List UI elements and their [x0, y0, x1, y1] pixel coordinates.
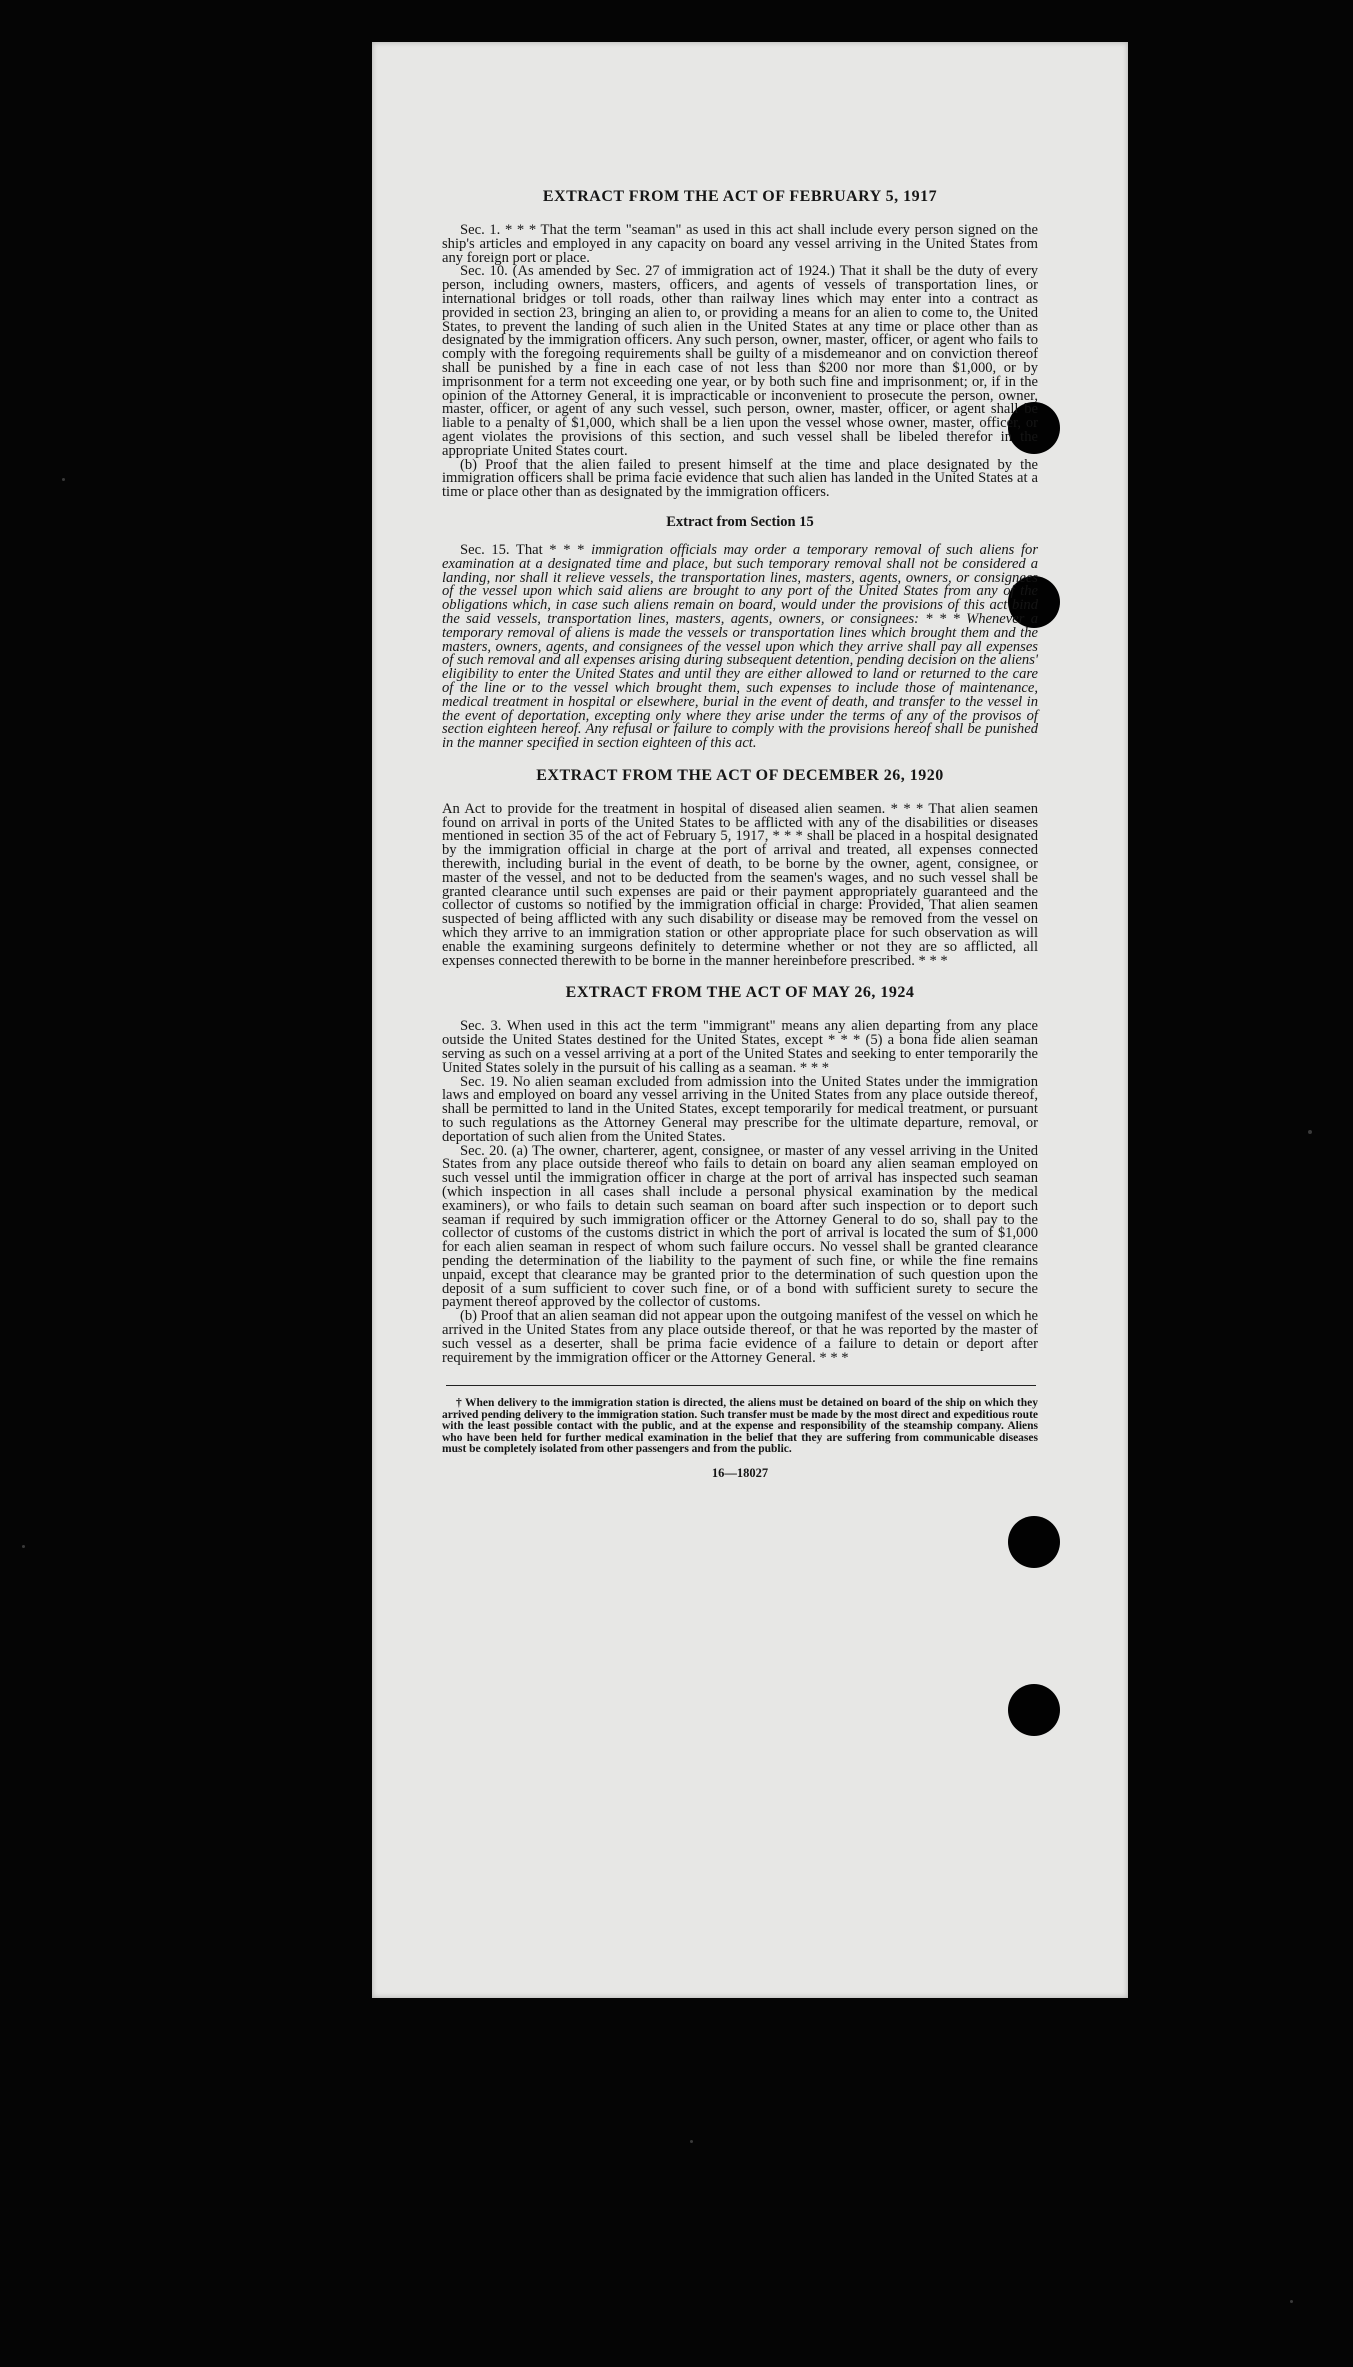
document-body: [442, 188, 1038, 1481]
section-heading: EXTRACT FROM THE ACT OF MAY 26, 1924: [565, 984, 915, 1002]
section-heading: EXTRACT FROM THE ACT OF DECEMBER 26, 1920: [536, 766, 944, 784]
punch-hole: [1008, 1684, 1060, 1736]
background-speck: [1308, 1130, 1312, 1134]
paragraph: Sec. 1. * * * That the term "seaman" as used in this act shall include every person signed on the ship's articles and employed in any capacity on board any vessel arriving in the United States from any foreign port or place.: [442, 222, 1038, 266]
paragraph: (b) Proof that an alien seaman did not appear upon the outgoing manifest of the vessel on which he arrived in the United States from any place outside thereof, or that he was reported by the master of such vessel as a deserter, shall be prima facie evidence of a failure to detain or deport after requirement by the immigration officer or the Attorney General. * * *: [442, 1308, 1038, 1366]
paragraph: Sec. 19. No alien seaman excluded from admission into the United States under the immigration laws and employed on board any vessel arriving in the United States from any place outside thereof, shall be permitted to land in the United States, except temporarily for medical treatment, or pursuant to such regulations as the Attorney General may prescribe for the ultimate departure, removal, or deportation of such alien from the United States.: [442, 1073, 1038, 1145]
paragraph: An Act to provide for the treatment in hospital of diseased alien seamen. * * * That alien seamen found on arrival in ports of the United States to be afflicted with any of the disabilities or diseases mentioned in section 35 of the act of February 5, 1917, * * * shall be placed in a hospital designated by the immigration official in charge at the port of arrival and treated, all expenses connected therewith, including burial in the event of death, to be borne by the owner, agent, consignee, or master of the vessel, and not to be deducted from the seamen's wages, and no such vessel shall be granted clearance until such expenses are paid or their payment appropriately guaranteed and the collector of customs so notified by the immigration official in charge: Provided, That alien seamen suspected of being afflicted with any such disability or disease may be removed from the vessel on which they arrive to an immigration station or other appropriate place for such observation as will enable the examining surgeons definitely to determine whether or not they are so afflicted, all expenses connected therewith to be borne in the manner hereinbefore prescribed. * * *: [442, 800, 1038, 969]
background-speck: [690, 2140, 693, 2143]
background-speck: [1290, 2300, 1293, 2303]
paragraph: Sec. 3. When used in this act the term "immigrant" means any alien departing from any place outside the United States destined for the United States, except * * * (5) a bona fide alien seaman serving as such on a vessel arriving at a port of the United States and seeking to enter temporarily the United States solely in the pursuit of his calling as a seaman. * * *: [442, 1018, 1038, 1076]
document-page: [372, 42, 1128, 1998]
paragraph: [442, 541, 1038, 752]
italic-text: immigration officials may order a temporary removal of such aliens for examination at a designated time and place, but such temporary removal shall not be considered a landing, nor shall it relieve vessels, the transportation lines, masters, agents, owners, or consignees of the vessel upon which said aliens are brought to any port of the United States from any of the obligations which, in case such aliens remain on board, would under the provisions of this act bind the said vessels, transportation lines, masters, agents, owners, or consignees: * * * Whenever a temporary removal of aliens is made the vessels or transportation lines which brought them and the masters, owners, agents, and consignees of the vessel upon which they arrive shall pay all expenses of such removal and all expenses arising during subsequent detention, pending decision on the aliens' eligibility to enter the United States and until they are either allowed to land or returned to the care of the line or to the vessel which brought them, such expenses to include those of maintenance, medical treatment in hospital or elsewhere, burial in the event of death, and transfer to the vessel in the event of deportation, excepting only where they arise under the terms of any of the provisos of section eighteen hereof. Any refusal or failure to comply with the provisions hereof shall be punished in the manner specified in section eighteen of this act.: [442, 541, 1038, 752]
background-speck: [22, 1545, 25, 1548]
paragraph: Sec. 20. (a) The owner, charterer, agent, consignee, or master of any vessel arriving in the United States from any place outside thereof who fails to detain on board any alien seaman employed on such vessel until the immigration officer in charge at the port of arrival has inspected such seaman (which inspection in all cases shall include a personal physical examination by the medical examiners), or who fails to detain such seaman on board after such inspection or to deport such seaman if required by such immigration officer or the Attorney General to do so, shall pay to the collector of customs of the customs district in which the port of arrival is located the sum of $1,000 for each alien seaman in respect of whom such failure occurs. No vessel shall be granted clearance pending the determination of the liability to the payment of such fine, or while the fine remains unpaid, except that clearance may be granted prior to the determination of such question upon the deposit of a sum sufficient to cover such fine, or of a bond with sufficient surety to secure the payment thereof approved by the collector of customs.: [442, 1142, 1038, 1311]
footnote: [442, 1398, 1038, 1455]
form-number: 16—18027: [711, 1466, 769, 1481]
paragraph: Sec. 10. (As amended by Sec. 27 of immigration act of 1924.) That it shall be the duty of every person, including owners, masters, officers, and agents of vessels of transportation lines, or international bridges or toll roads, other than railway lines which may enter into a contract as provided in section 23, bringing an alien to, or providing a means for an alien to come to, the United States, to prevent the landing of such alien in the United States at any time or place other than as designated by the immigration officers. Any such person, owner, master, officer, or agent who fails to comply with the foregoing requirements shall be guilty of a misdemeanor and on conviction thereof shall be punished by a fine in each case of not less than $200 nor more than $1,000, or by imprisonment for a term not exceeding one year, or by both such fine and imprisonment; or, if in the opinion of the Attorney General, it is impracticable or inconvenient to prosecute the person, owner, master, officer, or agent of any such vessel, such person, owner, master, officer, or agent shall be liable to a penalty of $1,000, which shall be a lien upon the vessel whose owner, master, officer, or agent violates the provisions of this section, and such vessel shall be libeled therefor in the appropriate United States court.: [442, 263, 1038, 459]
footnote-divider: [446, 1385, 1036, 1386]
paragraph: (b) Proof that the alien failed to present himself at the time and place designated by the immigration officers shall be prima facie evidence that such alien has landed in the United States at a time or place other than as designated by the immigration officers.: [442, 456, 1038, 501]
footnote-text: † When delivery to the immigration station is directed, the aliens must be detained on board of the ship on which they arrived pending delivery to the immigration station. Such transfer must be made by the most direct and expeditious route with the least possible contact with the public, and at the expense and responsibility of the steamship company. Aliens who have been held for further medical examination in the belief that they are suffering from communicable diseases must be completely isolated from other passengers and from the public.: [442, 1397, 1038, 1455]
paragraph-lead: Sec. 15. That * * *: [460, 541, 585, 558]
punch-hole: [1008, 1516, 1060, 1568]
section-subheading: Extract from Section 15: [666, 513, 814, 530]
background-speck: [62, 478, 65, 481]
section-heading: EXTRACT FROM THE ACT OF FEBRUARY 5, 1917: [542, 188, 938, 205]
